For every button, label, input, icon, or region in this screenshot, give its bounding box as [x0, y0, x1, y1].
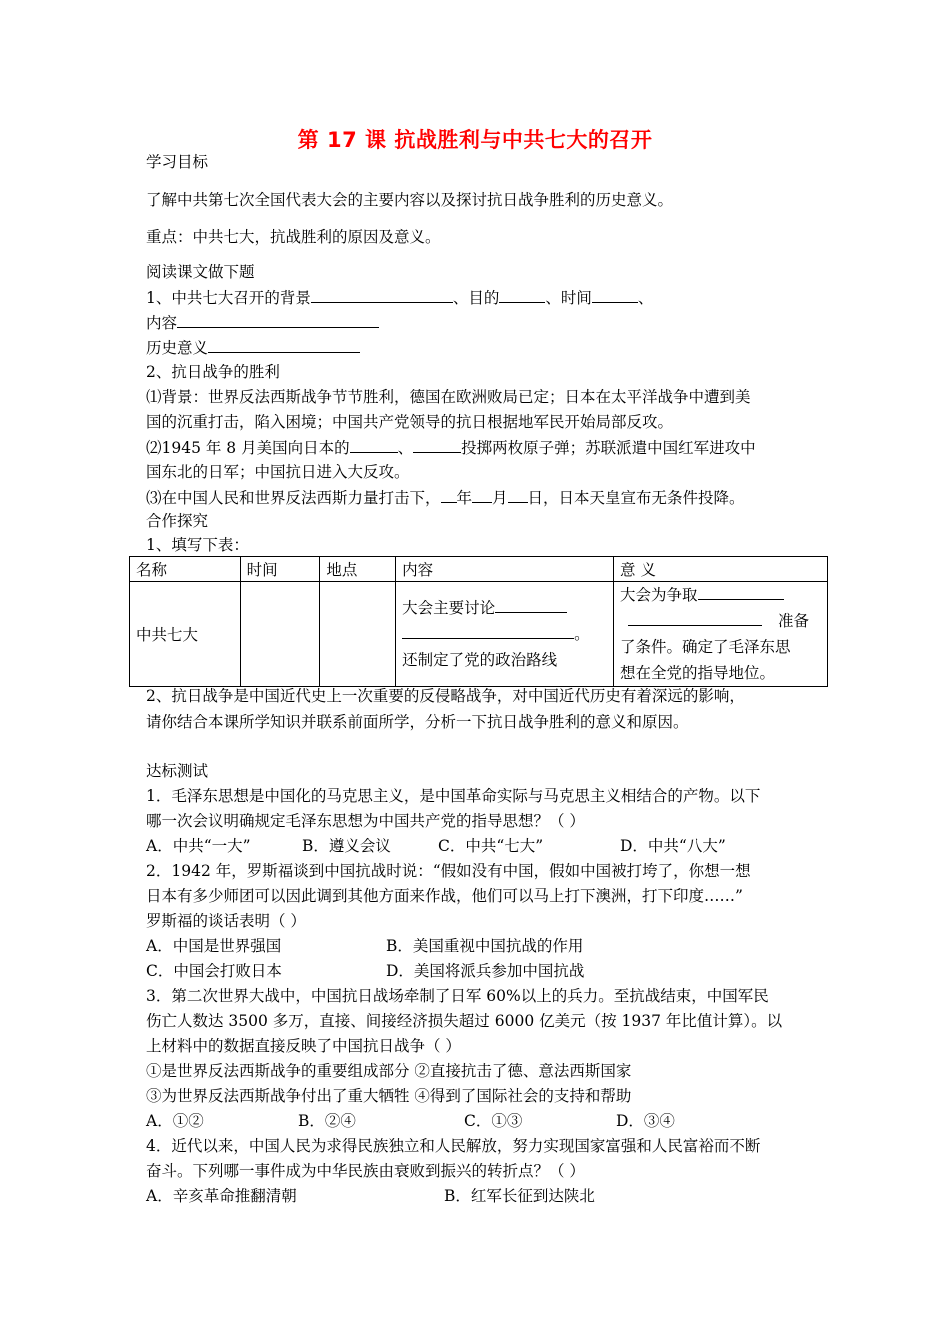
test-q2c: 罗斯福的谈话表明（ ）: [146, 912, 306, 930]
page-title: 第 17 课 抗战胜利与中共七大的召开: [297, 128, 653, 152]
test-q3a: 3．第二次世界大战中，中国抗日战场牵制了日军 60%以上的兵力。至抗战结束，中国军民: [146, 987, 769, 1005]
q1-option-c[interactable]: C．中共“七大”: [438, 837, 544, 855]
cell-content: [396, 582, 614, 687]
reading-q1-significance: [146, 337, 360, 358]
q2-option-a[interactable]: A．中国是世界强国: [146, 937, 282, 955]
test-heading: 达标测试: [146, 762, 209, 780]
meaning-prepare: 准备: [778, 612, 810, 630]
explore-q2b: 请你结合本课所学知识并联系前面所学，分析一下抗日战争胜利的意义和原因。: [146, 713, 689, 731]
significance-blank[interactable]: [208, 337, 360, 353]
explore-q2a: 2、抗日战争是中国近代史上一次重要的反侵略战争，对中国近代历史有着深远的影响，: [146, 687, 745, 705]
reading-q2-3: [146, 487, 745, 508]
background-blank[interactable]: [311, 287, 453, 303]
meaning-blank-1[interactable]: [698, 584, 784, 600]
content-period: 。: [574, 625, 590, 643]
meaning-line-4: 想在全党的指导地位。: [620, 664, 776, 682]
reading-q2: 2、抗日战争的胜利: [146, 363, 280, 381]
month-label: 月: [492, 489, 508, 507]
reading-q1: [146, 287, 653, 308]
topic-blank-2[interactable]: [402, 623, 574, 639]
q4-option-a[interactable]: A．辛亥革命推翻清朝: [146, 1187, 297, 1205]
goals-text: 了解中共第七次全国代表大会的主要内容以及探讨抗日战争胜利的历史意义。: [146, 191, 674, 209]
explore-q1: 1、填写下表：: [146, 536, 249, 554]
q1-option-b[interactable]: B．遵义会议: [302, 837, 391, 855]
content-topic-label: 大会主要讨论: [402, 599, 496, 617]
q1-purpose-label: 、目的: [452, 289, 500, 307]
reading-heading: 阅读课文做下题: [146, 263, 255, 281]
cell-time[interactable]: [240, 582, 320, 687]
header-meaning: 意 义: [614, 557, 828, 582]
q3-option-c[interactable]: C．①③: [464, 1112, 523, 1130]
purpose-blank[interactable]: [499, 287, 545, 303]
cell-place[interactable]: [320, 582, 396, 687]
header-content: 内容: [396, 557, 614, 582]
q2-3-text: ⑶在中国人民和世界反法西斯力量打击下，: [146, 489, 441, 507]
q2-option-c[interactable]: C．中国会打败日本: [146, 962, 282, 980]
q1-option-d[interactable]: D．中共“八大”: [620, 837, 726, 855]
q1-separator: 、: [637, 289, 654, 307]
test-q4a: 4．近代以来，中国人民为求得民族独立和人民解放，努力实现国家富强和人民富裕而不断: [146, 1137, 761, 1155]
table-row: [130, 582, 828, 687]
meaning-blank-2[interactable]: [628, 610, 762, 626]
city1-blank[interactable]: [350, 437, 398, 453]
meaning-label: 大会为争取: [620, 586, 698, 604]
test-q3c: 上材料中的数据直接反映了中国抗日战争（ ）: [146, 1037, 461, 1055]
q2-3-text-end: 日，日本天皇宣布无条件投降。: [527, 489, 745, 507]
city2-blank[interactable]: [413, 437, 461, 453]
q3-option-b[interactable]: B．②④: [298, 1112, 356, 1130]
header-place: 地点: [320, 557, 396, 582]
test-q2b: 日本有多少师团可以因此调到其他方面来作战，他们可以马上打下澳洲，打下印度……”: [146, 887, 743, 905]
content-blank[interactable]: [177, 312, 379, 328]
q2-2-separator: 、: [397, 439, 414, 457]
content-line: 还制定了党的政治路线: [402, 651, 558, 669]
q2-2-text: ⑵1945 年 8 月美国向日本的: [146, 439, 350, 457]
cell-name: 中共七大: [130, 582, 241, 687]
meaning-line-3: 了条件。确定了毛泽东思: [620, 638, 791, 656]
q3-option-d[interactable]: D．③④: [616, 1112, 675, 1130]
q3-option-a[interactable]: A．①②: [146, 1112, 204, 1130]
reading-q2-2b: 国东北的日军；中国抗日进入大反攻。: [146, 463, 410, 481]
fill-table: [129, 556, 828, 687]
test-q4b: 奋斗。下列哪一事件成为中华民族由衰败到振兴的转折点？（ ）: [146, 1162, 585, 1180]
test-q3-statements-2: ③为世界反法西斯战争付出了重大牺牲 ④得到了国际社会的支持和帮助: [146, 1087, 632, 1105]
q1-background-label: 1、中共七大召开的背景: [146, 289, 311, 307]
q1-time-label: 、时间: [545, 289, 592, 307]
explore-heading: 合作探究: [146, 512, 209, 530]
header-time: 时间: [240, 557, 320, 582]
year-label: 年: [456, 489, 473, 507]
goals-key-points: 重点：中共七大，抗战胜利的原因及意义。: [146, 228, 441, 246]
test-q2a: 2．1942 年，罗斯福谈到中国抗战时说：“假如没有中国，假如中国被打垮了，你想一想: [146, 862, 751, 880]
test-q3-statements-1: ①是世界反法西斯战争的重要组成部分 ②直接抗击了德、意法西斯国家: [146, 1062, 632, 1080]
content-label: 内容: [146, 314, 178, 332]
table-header-row: [130, 557, 828, 582]
month-blank[interactable]: [472, 487, 492, 503]
year-blank[interactable]: [441, 487, 457, 503]
q4-option-b[interactable]: B．红军长征到达陕北: [444, 1187, 595, 1205]
cell-meaning: [614, 582, 828, 687]
test-q1a: 1．毛泽东思想是中国化的马克思主义，是中国革命实际与马克思主义相结合的产物。以下: [146, 787, 761, 805]
reading-q2-1b: 国的沉重打击，陷入困境；中国共产党领导的抗日根据地军民开始局部反攻。: [146, 413, 674, 431]
reading-q1-content: [146, 312, 379, 333]
topic-blank-1[interactable]: [495, 597, 567, 613]
q1-option-a[interactable]: A．中共“一大”: [146, 837, 251, 855]
goals-heading: 学习目标: [146, 153, 209, 171]
day-blank[interactable]: [508, 487, 528, 503]
q2-2-text-end: 投掷两枚原子弹；苏联派遣中国红军进攻中: [461, 439, 756, 457]
header-name: 名称: [130, 557, 241, 582]
q2-option-d[interactable]: D．美国将派兵参加中国抗战: [386, 962, 585, 980]
test-q1b: 哪一次会议明确规定毛泽东思想为中国共产党的指导思想？（ ）: [146, 812, 585, 830]
test-q3b: 伤亡人数达 3500 多万，直接、间接经济损失超过 6000 亿美元（按 1937 年比值计算）。以: [146, 1012, 783, 1030]
time-blank[interactable]: [592, 287, 638, 303]
significance-label: 历史意义: [146, 339, 209, 357]
reading-q2-1a: ⑴背景：世界反法西斯战争节节胜利，德国在欧洲败局已定；日本在太平洋战争中遭到美: [146, 388, 751, 406]
reading-q2-2a: [146, 437, 756, 458]
q2-option-b[interactable]: B．美国重视中国抗战的作用: [386, 937, 584, 955]
